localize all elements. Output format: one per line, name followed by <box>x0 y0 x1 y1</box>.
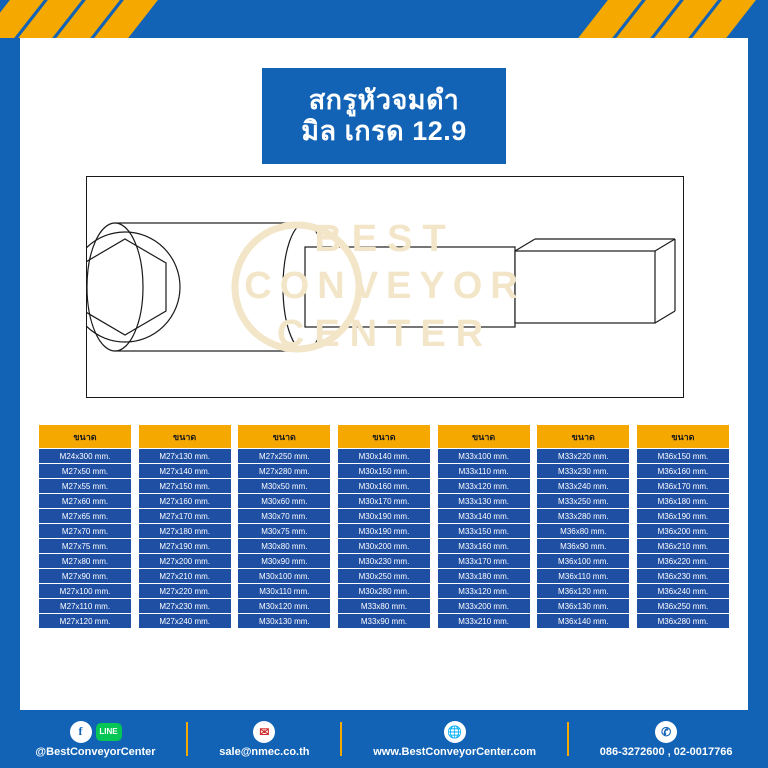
table-row: M36x250 mm. <box>636 599 730 614</box>
table-row: M30x280 mm. <box>337 584 431 599</box>
title-line-2: มิล เกรด 12.9 <box>301 116 467 146</box>
table-row: M30x160 mm. <box>337 479 431 494</box>
table-header: ขนาด <box>536 424 630 449</box>
size-table-5 <box>437 424 531 629</box>
table-header: ขนาด <box>337 424 431 449</box>
table-row: M27x140 mm. <box>138 464 232 479</box>
table-row: M33x120 mm. <box>437 479 531 494</box>
table-row: M30x90 mm. <box>237 554 331 569</box>
table-row: M27x65 mm. <box>38 509 132 524</box>
table-row: M30x200 mm. <box>337 539 431 554</box>
table-row: M27x170 mm. <box>138 509 232 524</box>
table-row: M33x110 mm. <box>437 464 531 479</box>
table-row: M27x80 mm. <box>38 554 132 569</box>
table-row: M36x200 mm. <box>636 524 730 539</box>
table-row: M30x60 mm. <box>237 494 331 509</box>
email-address[interactable]: sale@nmec.co.th <box>219 745 310 758</box>
table-row: M36x140 mm. <box>536 614 630 629</box>
table-row: M27x110 mm. <box>38 599 132 614</box>
line-icon[interactable]: LINE <box>96 723 122 741</box>
footer-bar <box>0 710 768 768</box>
table-row: M36x160 mm. <box>636 464 730 479</box>
size-table-6 <box>536 424 630 629</box>
table-row: M36x180 mm. <box>636 494 730 509</box>
footer-email[interactable] <box>219 721 309 758</box>
size-table-2 <box>138 424 232 629</box>
table-row: M36x240 mm. <box>636 584 730 599</box>
table-row: M27x190 mm. <box>138 539 232 554</box>
table-row: M27x120 mm. <box>38 614 132 629</box>
table-header: ขนาด <box>636 424 730 449</box>
table-row: M33x140 mm. <box>437 509 531 524</box>
size-table-7 <box>636 424 730 629</box>
table-row: M27x50 mm. <box>38 464 132 479</box>
table-header: ขนาด <box>138 424 232 449</box>
footer-separator-3 <box>567 722 569 756</box>
table-row: M33x90 mm. <box>337 614 431 629</box>
table-row: M30x170 mm. <box>337 494 431 509</box>
phone-icon[interactable]: ✆ <box>655 721 677 743</box>
table-row: M33x130 mm. <box>437 494 531 509</box>
table-row: M27x280 mm. <box>237 464 331 479</box>
table-row: M36x100 mm. <box>536 554 630 569</box>
footer-separator-2 <box>340 722 342 756</box>
table-row: M27x220 mm. <box>138 584 232 599</box>
table-row: M36x170 mm. <box>636 479 730 494</box>
table-row: M33x170 mm. <box>437 554 531 569</box>
table-row: M33x100 mm. <box>437 449 531 464</box>
table-row: M33x230 mm. <box>536 464 630 479</box>
table-row: M30x190 mm. <box>337 524 431 539</box>
table-row: M30x230 mm. <box>337 554 431 569</box>
table-row: M30x130 mm. <box>237 614 331 629</box>
table-row: M27x150 mm. <box>138 479 232 494</box>
table-row: M33x250 mm. <box>536 494 630 509</box>
size-tables <box>38 424 730 629</box>
table-row: M30x110 mm. <box>237 584 331 599</box>
size-table-3 <box>237 424 331 629</box>
table-row: M36x120 mm. <box>536 584 630 599</box>
table-row: M33x280 mm. <box>536 509 630 524</box>
table-row: M27x160 mm. <box>138 494 232 509</box>
table-row: M33x180 mm. <box>437 569 531 584</box>
table-row: M30x75 mm. <box>237 524 331 539</box>
table-row: M27x90 mm. <box>38 569 132 584</box>
watermark-line-1: BEST <box>314 217 456 260</box>
footer-separator-1 <box>186 722 188 756</box>
page-title <box>262 68 506 164</box>
table-row: M33x120 mm. <box>437 584 531 599</box>
globe-icon[interactable]: 🌐 <box>444 721 466 743</box>
table-row: M30x150 mm. <box>337 464 431 479</box>
table-row: M27x130 mm. <box>138 449 232 464</box>
table-row: M36x210 mm. <box>636 539 730 554</box>
table-row: M33x80 mm. <box>337 599 431 614</box>
table-row: M33x210 mm. <box>437 614 531 629</box>
table-row: M30x120 mm. <box>237 599 331 614</box>
size-table-4 <box>337 424 431 629</box>
phone-number[interactable]: 086-3272600 , 02-0017766 <box>599 745 733 758</box>
table-row: M36x110 mm. <box>536 569 630 584</box>
title-line-1: สกรูหัวจมดำ <box>308 84 460 115</box>
table-row: M27x60 mm. <box>38 494 132 509</box>
table-row: M30x80 mm. <box>237 539 331 554</box>
table-row: M36x90 mm. <box>536 539 630 554</box>
footer-website[interactable] <box>373 721 536 758</box>
table-row: M30x70 mm. <box>237 509 331 524</box>
website-url[interactable]: www.BestConveyorCenter.com <box>373 745 537 758</box>
table-row: M36x190 mm. <box>636 509 730 524</box>
table-row: M27x180 mm. <box>138 524 232 539</box>
table-row: M33x240 mm. <box>536 479 630 494</box>
table-row: M30x50 mm. <box>237 479 331 494</box>
table-row: M36x130 mm. <box>536 599 630 614</box>
table-row: M36x230 mm. <box>636 569 730 584</box>
footer-facebook[interactable] <box>35 721 155 758</box>
watermark-line-3: CENTER <box>276 312 494 355</box>
size-table-1 <box>38 424 132 629</box>
facebook-handle[interactable]: @BestConveyorCenter <box>35 745 156 758</box>
table-row: M30x100 mm. <box>237 569 331 584</box>
table-row: M36x150 mm. <box>636 449 730 464</box>
table-row: M27x55 mm. <box>38 479 132 494</box>
header-chevrons <box>0 0 768 38</box>
table-row: M33x200 mm. <box>437 599 531 614</box>
table-row: M30x250 mm. <box>337 569 431 584</box>
product-image <box>86 176 684 398</box>
table-row: M33x220 mm. <box>536 449 630 464</box>
table-row: M27x210 mm. <box>138 569 232 584</box>
watermark-line-2: CONVEYOR <box>244 265 526 308</box>
table-row: M27x70 mm. <box>38 524 132 539</box>
table-row: M27x100 mm. <box>38 584 132 599</box>
footer-phone[interactable] <box>600 721 733 758</box>
table-row: M27x230 mm. <box>138 599 232 614</box>
table-row: M24x300 mm. <box>38 449 132 464</box>
table-header: ขนาด <box>237 424 331 449</box>
table-row: M36x80 mm. <box>536 524 630 539</box>
table-row: M27x75 mm. <box>38 539 132 554</box>
table-row: M30x190 mm. <box>337 509 431 524</box>
table-row: M36x280 mm. <box>636 614 730 629</box>
table-row: M33x150 mm. <box>437 524 531 539</box>
table-row: M33x160 mm. <box>437 539 531 554</box>
mail-icon[interactable]: ✉ <box>253 721 275 743</box>
table-header: ขนาด <box>38 424 132 449</box>
table-row: M27x240 mm. <box>138 614 232 629</box>
socket-head-cap-screw-drawing <box>87 177 683 397</box>
table-row: M27x200 mm. <box>138 554 232 569</box>
table-row: M30x140 mm. <box>337 449 431 464</box>
table-row: M27x250 mm. <box>237 449 331 464</box>
table-row: M36x220 mm. <box>636 554 730 569</box>
table-header: ขนาด <box>437 424 531 449</box>
facebook-icon[interactable]: f <box>70 721 92 743</box>
